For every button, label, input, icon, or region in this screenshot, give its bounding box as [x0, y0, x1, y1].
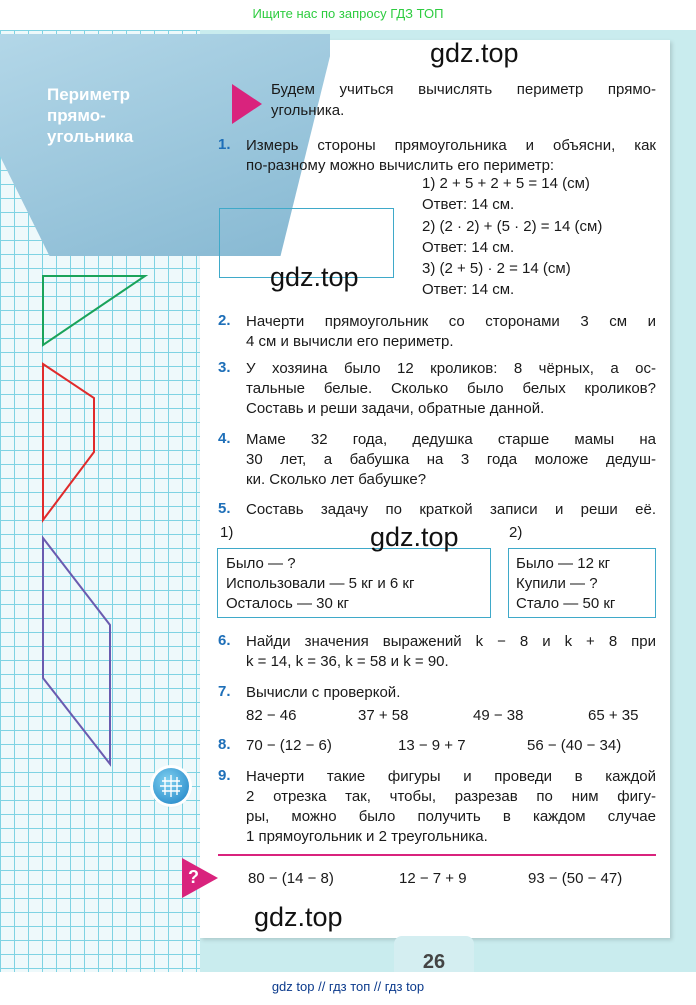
globe-grid-icon — [153, 768, 189, 804]
footer-links[interactable]: gdz top // гдз топ // гдз top — [271, 979, 425, 994]
task-3-line: тальные белые. Сколько было белых кроликов? — [246, 380, 656, 397]
watermark: gdz.top — [270, 262, 359, 292]
task-3-number: 3. — [218, 359, 231, 376]
divider — [218, 854, 656, 856]
task-5-line: Составь задачу по краткой записи и реши её. — [246, 501, 656, 518]
watermark: gdz.top — [370, 522, 459, 552]
intro-marker-icon — [232, 84, 262, 124]
bonus-expr: 93 − (50 − 47) — [528, 870, 623, 887]
lesson-title-line: прямо- — [47, 106, 106, 125]
bonus-expr: 12 − 7 + 9 — [399, 870, 467, 887]
task-8-number: 8. — [218, 736, 231, 753]
task-1-answer-3: Ответ: 14 см. — [422, 281, 515, 298]
task-7-line: Вычисли с проверкой. — [246, 684, 401, 701]
task-1-line: по-разному можно вычислить его периметр: — [246, 157, 555, 174]
task-1-solution-3: 3) (2 + 5) · 2 = 14 (см) — [422, 260, 571, 277]
red-trapezoid — [43, 364, 94, 520]
task-5-box-1-line: Было — ? — [226, 555, 296, 572]
task-1-number: 1. — [218, 136, 231, 153]
task-9-line: 1 прямоугольник и 2 треугольника. — [246, 828, 488, 845]
search-hint-banner[interactable]: Ищите нас по запросу ГДЗ ТОП — [252, 6, 444, 21]
task-2-line: 4 см и вычисли его периметр. — [246, 333, 454, 350]
task-2-number: 2. — [218, 312, 231, 329]
green-triangle — [43, 276, 145, 345]
task-3-line: Составь и реши задачи, обратные данной. — [246, 400, 545, 417]
task-5-box-2-line: Стало — 50 кг — [516, 595, 616, 612]
task-4-line: ки. Сколько лет бабушке? — [246, 471, 427, 488]
task-7-expr: 37 + 58 — [358, 707, 409, 724]
task-4-line: Маме 32 года, дедушка старше мамы на — [246, 431, 656, 448]
task-9-line: ры, можно было получить в каждом случае — [246, 808, 656, 825]
watermark: gdz.top — [430, 38, 519, 68]
purple-hexagon — [43, 538, 110, 764]
bonus-expr: 80 − (14 − 8) — [248, 870, 334, 887]
task-1-line: Измерь стороны прямоугольника и объясни, как — [246, 137, 656, 154]
task-1-answer-1: Ответ: 14 см. — [422, 196, 515, 213]
task-7-expr: 65 + 35 — [588, 707, 639, 724]
intro-line: Будем учиться вычислять периметр прямо- — [271, 81, 656, 98]
watermark: gdz.top — [254, 902, 343, 932]
task-4-line: 30 лет, а бабушка на 3 года моложе дедуш- — [246, 451, 656, 468]
task-3-line: У хозяина было 12 кроликов: 8 чёрных, а ос- — [246, 360, 656, 377]
task-5-number: 5. — [218, 500, 231, 517]
task-1-answer-2: Ответ: 14 см. — [422, 239, 515, 256]
task-9-line: 2 отрезка так, чтобы, разрезав по ним фигу- — [246, 788, 656, 805]
page-number: 26 — [394, 936, 474, 972]
task-5-box-2-line: Было — 12 кг — [516, 555, 611, 572]
shapes-illustration — [0, 0, 200, 800]
task-7-expr: 82 − 46 — [246, 707, 297, 724]
task-5-label-2: 2) — [509, 524, 523, 541]
task-9-number: 9. — [218, 767, 231, 784]
task-2-line: Начерти прямоугольник со сторонами 3 см и — [246, 313, 656, 330]
task-7-number: 7. — [218, 683, 231, 700]
task-4-number: 4. — [218, 430, 231, 447]
task-6-line: k = 14, k = 36, k = 58 и k = 90. — [246, 653, 449, 670]
task-9-line: Начерти такие фигуры и проведи в каждой — [246, 768, 656, 785]
lesson-title-line: угольника — [47, 127, 134, 146]
task-1-solution-2: 2) (2 · 2) + (5 · 2) = 14 (см) — [422, 218, 603, 235]
task-5-box-1-line: Осталось — 30 кг — [226, 595, 350, 612]
task-5-box-1-line: Использовали — 5 кг и 6 кг — [226, 575, 415, 592]
task-8-expr: 13 − 9 + 7 — [398, 737, 466, 754]
task-6-number: 6. — [218, 632, 231, 649]
task-5-box-2-line: Купили — ? — [516, 575, 598, 592]
task-5-label-1: 1) — [220, 524, 234, 541]
task-8-expr: 56 − (40 − 34) — [527, 737, 622, 754]
task-8-expr: 70 − (12 − 6) — [246, 737, 332, 754]
intro-line: угольника. — [271, 102, 345, 119]
question-marker-icon — [182, 858, 218, 898]
lesson-title-line: Периметр — [47, 85, 131, 104]
question-marker-label: ? — [188, 867, 199, 887]
task-6-line: Найди значения выражений k − 8 и k + 8 при — [246, 633, 656, 650]
globe-icon[interactable] — [153, 768, 189, 804]
task-7-expr: 49 − 38 — [473, 707, 524, 724]
task-1-solution-1: 1) 2 + 5 + 2 + 5 = 14 (см) — [422, 175, 590, 192]
